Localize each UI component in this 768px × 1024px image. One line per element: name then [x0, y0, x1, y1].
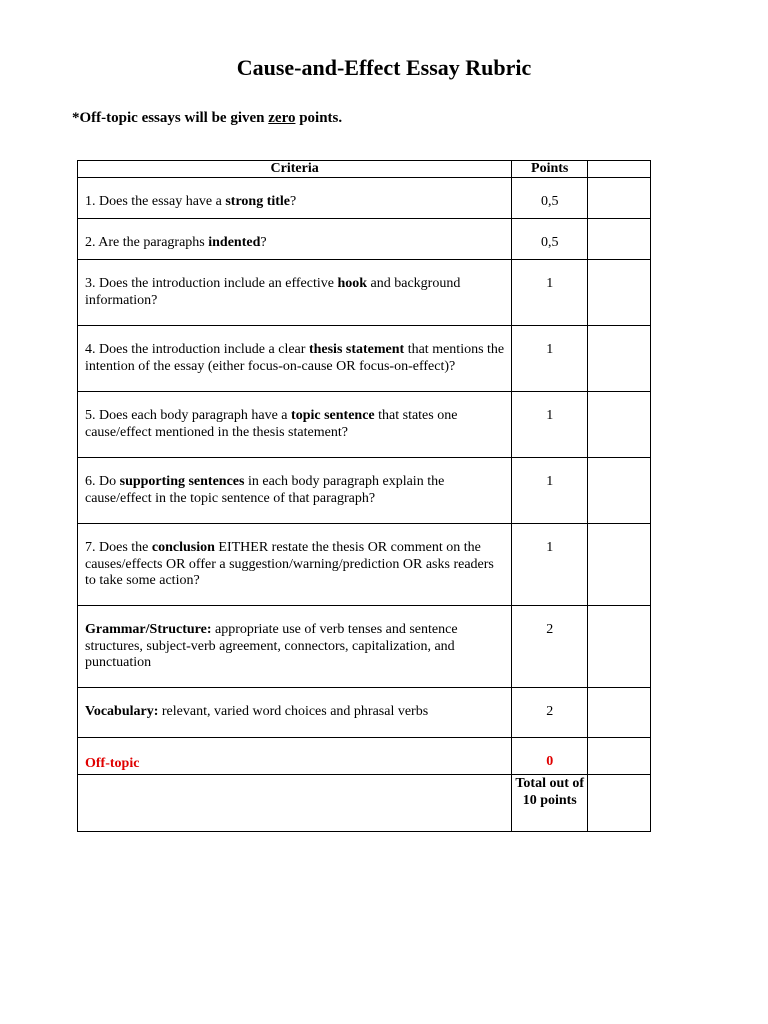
- table-row: [78, 219, 651, 260]
- criterion-text: and background information?: [85, 276, 461, 308]
- table-header-row: [78, 161, 651, 178]
- criterion-keyword: Grammar/Structure:: [85, 622, 212, 637]
- table-row: [78, 524, 651, 606]
- criterion-text: 2. Are the paragraphs: [85, 235, 209, 250]
- score-cell: [588, 219, 651, 260]
- header-score: [588, 161, 651, 178]
- criterion-cell: [78, 178, 512, 219]
- criterion-keyword: indented: [208, 235, 261, 250]
- table-row: [78, 606, 651, 688]
- points-cell: 1: [512, 326, 588, 392]
- table-row: [78, 458, 651, 524]
- criterion-keyword: topic sentence: [291, 408, 375, 423]
- table-row: [78, 178, 651, 219]
- offtopic-row: [78, 738, 651, 775]
- criterion-text: that mentions the intention of the essay (either focus-on-cause OR focus-on-effect)?: [85, 342, 505, 374]
- points-cell: 1: [512, 392, 588, 458]
- criterion-cell: [78, 219, 512, 260]
- criterion-text: appropriate use of verb tenses and sentence structures, subject-verb agreement, connectors, capitalization, and punctuation: [85, 622, 458, 670]
- criterion-text: in each body paragraph explain the cause/effect in the topic sentence of that paragraph?: [85, 474, 445, 506]
- criterion-keyword: conclusion: [151, 540, 215, 555]
- offtopic-label: Off-topic: [78, 738, 512, 775]
- criterion-text: 3. Does the introduction include an effective: [85, 276, 338, 291]
- criterion-cell: [78, 458, 512, 524]
- score-cell: [588, 458, 651, 524]
- total-label: Total out of 10 points: [512, 775, 588, 832]
- score-cell: [588, 326, 651, 392]
- criterion-text: 7. Does the: [85, 540, 152, 555]
- points-cell: 2: [512, 688, 588, 738]
- criterion-cell: [78, 606, 512, 688]
- criterion-text: 1. Does the essay have a: [85, 194, 226, 209]
- total-empty-cell: [78, 775, 512, 832]
- score-cell: [588, 606, 651, 688]
- criterion-cell: [78, 524, 512, 606]
- criterion-text: 5. Does each body paragraph have a: [85, 408, 292, 423]
- criterion-text: 6. Do: [85, 474, 120, 489]
- points-cell: 0,5: [512, 178, 588, 219]
- criterion-keyword: hook: [337, 276, 368, 291]
- criterion-cell: [78, 326, 512, 392]
- total-row: [78, 775, 651, 832]
- score-cell: [588, 688, 651, 738]
- criterion-text: 4. Does the introduction include a clear: [85, 342, 309, 357]
- points-cell: 2: [512, 606, 588, 688]
- total-score-cell: [588, 775, 651, 832]
- criterion-text: relevant, varied word choices and phrasal verbs: [158, 704, 429, 719]
- header-points: Points: [512, 161, 588, 178]
- criterion-cell: [78, 392, 512, 458]
- criterion-keyword: strong title: [225, 194, 291, 209]
- score-cell: [588, 178, 651, 219]
- document-title: Cause-and-Effect Essay Rubric: [236, 55, 532, 80]
- offtopic-note: [72, 108, 342, 128]
- criterion-text: ?: [290, 194, 297, 209]
- criterion-keyword: Vocabulary:: [85, 704, 159, 719]
- table-row: [78, 326, 651, 392]
- note-suffix: points.: [295, 110, 343, 126]
- score-cell: [588, 392, 651, 458]
- points-cell: 1: [512, 524, 588, 606]
- note-emphasis: zero: [268, 110, 296, 126]
- criterion-keyword: thesis statement: [308, 342, 405, 357]
- points-cell: 1: [512, 458, 588, 524]
- criterion-cell: [78, 260, 512, 326]
- rubric-table: [77, 160, 651, 832]
- table-row: [78, 260, 651, 326]
- offtopic-points: 0: [512, 738, 588, 775]
- criterion-text: ?: [260, 235, 267, 250]
- table-row: [78, 688, 651, 738]
- points-cell: 1: [512, 260, 588, 326]
- points-cell: 0,5: [512, 219, 588, 260]
- criterion-cell: [78, 688, 512, 738]
- note-prefix: *Off-topic essays will be given: [72, 110, 269, 126]
- score-cell: [588, 524, 651, 606]
- score-cell: [588, 738, 651, 775]
- header-criteria: Criteria: [78, 161, 512, 178]
- criterion-keyword: supporting sentences: [119, 474, 245, 489]
- criterion-text: EITHER restate the thesis OR comment on the causes/effects OR offer a suggestion/warning/prediction OR asks readers to take some action?: [85, 540, 494, 588]
- table-row: [78, 392, 651, 458]
- score-cell: [588, 260, 651, 326]
- criterion-text: that states one cause/effect mentioned in the thesis statement?: [85, 408, 458, 440]
